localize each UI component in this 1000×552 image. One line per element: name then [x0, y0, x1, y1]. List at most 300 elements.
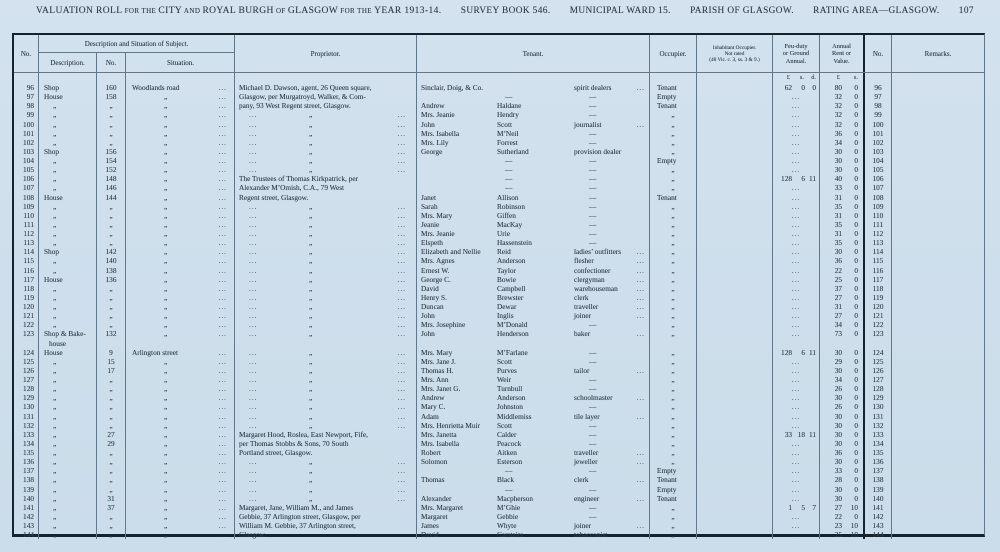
cell-description: „	[39, 503, 97, 512]
cell-inhabitant-occupier	[697, 466, 773, 475]
table-row	[14, 466, 984, 475]
cell-inhabitant-occupier	[697, 247, 773, 256]
cell-row-number-right: 104	[865, 156, 892, 165]
cell-row-number: 144	[14, 530, 39, 539]
cell-occupier: Tenant	[650, 475, 697, 484]
cell-row-number: 108	[14, 193, 39, 202]
cell-inhabitant-occupier	[697, 275, 773, 284]
cell-tenant: Mrs. Jeanie Urie —	[417, 229, 650, 238]
cell-row-number: 110	[14, 211, 39, 220]
cell-annual-rent: 27 10	[820, 503, 865, 512]
cell-occupier: „	[650, 412, 697, 421]
col-header-no-left: No.	[14, 35, 39, 72]
cell-situation: „ ...	[126, 530, 235, 539]
cell-description: „	[39, 129, 97, 138]
cell-annual-rent: 32 0	[820, 120, 865, 129]
cell-occupier: „	[650, 120, 697, 129]
cell-tenant: Alexander Macpherson engineer ...	[417, 494, 650, 503]
cell-proprietor: ... „ ...	[235, 247, 417, 256]
cell-street-number: „	[97, 521, 126, 530]
cell-annual-rent: 26 0	[820, 402, 865, 411]
survey-book-label: SURVEY BOOK 546.	[460, 6, 551, 16]
cell-description: Shop	[39, 83, 97, 92]
cell-situation: „ ...	[126, 202, 235, 211]
cell-remarks	[892, 129, 984, 138]
col-header-remarks: Remarks.	[924, 49, 952, 58]
cell-occupier: „	[650, 202, 697, 211]
cell-proprietor: ... „ ...	[235, 293, 417, 302]
cell-row-number: 123	[14, 329, 39, 347]
cell-inhabitant-occupier	[697, 448, 773, 457]
cell-proprietor: ... „ ...	[235, 384, 417, 393]
cell-tenant: Thomas H. Purves tailor ...	[417, 366, 650, 375]
cell-row-number-right: 105	[865, 165, 892, 174]
cell-tenant: Mrs. Isabella M’Neil —	[417, 129, 650, 138]
cell-situation: „ ...	[126, 138, 235, 147]
col-header-description: Description.	[39, 53, 97, 72]
cell-row-number: 117	[14, 275, 39, 284]
cell-situation: „ ...	[126, 421, 235, 430]
cell-remarks	[892, 329, 984, 347]
cell-tenant: John Inglis joiner ...	[417, 311, 650, 320]
cell-inhabitant-occupier	[697, 475, 773, 484]
cell-situation: „ ...	[126, 256, 235, 265]
cell-remarks	[892, 92, 984, 101]
cell-annual-rent: 30 0	[820, 457, 865, 466]
cell-situation: „ ...	[126, 293, 235, 302]
table-row	[14, 485, 984, 494]
cell-proprietor: ... „ ...	[235, 202, 417, 211]
cell-tenant: — —	[417, 485, 650, 494]
cell-street-number: 17	[97, 366, 126, 375]
cell-situation: „ ...	[126, 521, 235, 530]
cell-annual-rent: 30 0	[820, 147, 865, 156]
table-row	[14, 202, 984, 211]
currency-rent: £ s.	[820, 73, 865, 83]
parish-label: PARISH OF GLASGOW.	[690, 6, 794, 16]
cell-inhabitant-occupier	[697, 229, 773, 238]
cell-feu-duty: ...	[773, 156, 820, 165]
cell-street-number: „	[97, 211, 126, 220]
cell-proprietor: ... „ ...	[235, 266, 417, 275]
table-row	[14, 284, 984, 293]
cell-row-number-right: 138	[865, 475, 892, 484]
cell-annual-rent: 31 0	[820, 302, 865, 311]
cell-inhabitant-occupier	[697, 430, 773, 439]
col-header-occupier: Occupier.	[650, 35, 697, 72]
cell-occupier: Tenant	[650, 101, 697, 110]
cell-remarks	[892, 110, 984, 119]
cell-row-number-right: 110	[865, 211, 892, 220]
cell-annual-rent: 28 0	[820, 475, 865, 484]
cell-row-number: 111	[14, 220, 39, 229]
cell-annual-rent: 34 0	[820, 320, 865, 329]
cell-feu-duty: ...	[773, 457, 820, 466]
cell-street-number: „	[97, 120, 126, 129]
cell-inhabitant-occupier	[697, 138, 773, 147]
cell-proprietor: ... „ ...	[235, 402, 417, 411]
cell-street-number: 15	[97, 357, 126, 366]
cell-tenant: Sarah Robinson —	[417, 202, 650, 211]
cell-annual-rent: 40 0	[820, 174, 865, 183]
table-row	[14, 439, 984, 448]
cell-situation: „ ...	[126, 120, 235, 129]
cell-occupier: „	[650, 211, 697, 220]
cell-row-number-right: 127	[865, 375, 892, 384]
cell-proprietor: ... „ ...	[235, 220, 417, 229]
cell-situation: „ ...	[126, 247, 235, 256]
cell-occupier: „	[650, 402, 697, 411]
cell-occupier: „	[650, 293, 697, 302]
cell-inhabitant-occupier	[697, 220, 773, 229]
cell-proprietor: ... „ ...	[235, 211, 417, 220]
cell-description: House	[39, 348, 97, 357]
cell-occupier: „	[650, 384, 697, 393]
cell-inhabitant-occupier	[697, 311, 773, 320]
cell-remarks	[892, 83, 984, 92]
cell-feu-duty: ...	[773, 229, 820, 238]
cell-tenant: Robert Aitken traveller ...	[417, 448, 650, 457]
cell-inhabitant-occupier	[697, 320, 773, 329]
cell-inhabitant-occupier	[697, 402, 773, 411]
page-title	[36, 6, 974, 20]
cell-row-number: 138	[14, 475, 39, 484]
cell-feu-duty: 62 0 0	[773, 83, 820, 92]
cell-inhabitant-occupier	[697, 530, 773, 539]
table-row	[14, 430, 984, 439]
cell-situation: „ ...	[126, 366, 235, 375]
cell-occupier: „	[650, 238, 697, 247]
cell-remarks	[892, 448, 984, 457]
cell-row-number: 132	[14, 421, 39, 430]
cell-description: „	[39, 320, 97, 329]
table-row	[14, 512, 984, 521]
cell-proprietor: ... „ ...	[235, 393, 417, 402]
cell-situation: „ ...	[126, 503, 235, 512]
cell-row-number: 106	[14, 174, 39, 183]
cell-annual-rent: 32 0	[820, 110, 865, 119]
table-row	[14, 211, 984, 220]
cell-inhabitant-occupier	[697, 165, 773, 174]
cell-row-number-right: 128	[865, 384, 892, 393]
cell-remarks	[892, 421, 984, 430]
cell-remarks	[892, 485, 984, 494]
cell-occupier: Tenant	[650, 83, 697, 92]
cell-remarks	[892, 375, 984, 384]
cell-inhabitant-occupier	[697, 457, 773, 466]
cell-inhabitant-occupier	[697, 83, 773, 92]
cell-street-number: „	[97, 311, 126, 320]
table-rows	[14, 83, 984, 539]
cell-inhabitant-occupier	[697, 439, 773, 448]
cell-situation: „ ...	[126, 147, 235, 156]
cell-feu-duty: ...	[773, 448, 820, 457]
cell-situation: „ ...	[126, 165, 235, 174]
cell-situation: „ ...	[126, 512, 235, 521]
cell-remarks	[892, 156, 984, 165]
cell-remarks	[892, 348, 984, 357]
cell-street-number: „	[97, 475, 126, 484]
cell-inhabitant-occupier	[697, 183, 773, 192]
cell-tenant: David Carstairs tobacconist ...	[417, 530, 650, 539]
cell-row-number: 115	[14, 256, 39, 265]
cell-inhabitant-occupier	[697, 120, 773, 129]
cell-remarks	[892, 475, 984, 484]
table-row	[14, 220, 984, 229]
cell-inhabitant-occupier	[697, 92, 773, 101]
cell-remarks	[892, 174, 984, 183]
cell-feu-duty: ...	[773, 329, 820, 347]
cell-feu-duty: ...	[773, 293, 820, 302]
cell-annual-rent: 35 0	[820, 220, 865, 229]
cell-description: „	[39, 211, 97, 220]
cell-street-number: „	[97, 512, 126, 521]
table-row	[14, 256, 984, 265]
col-header-proprietor: Proprietor.	[235, 35, 417, 72]
cell-row-number: 105	[14, 165, 39, 174]
cell-annual-rent: 73 0	[820, 329, 865, 347]
cell-proprietor: ... „ ...	[235, 275, 417, 284]
cell-tenant: Mrs. Agnes Anderson flesher ...	[417, 256, 650, 265]
col-header-desc-group: Description and Situation of Subject.	[39, 35, 234, 53]
cell-proprietor: ... „ ...	[235, 375, 417, 384]
cell-annual-rent: 31 0	[820, 211, 865, 220]
cell-proprietor: ... „ ...	[235, 412, 417, 421]
cell-inhabitant-occupier	[697, 101, 773, 110]
cell-annual-rent: 30 0	[820, 421, 865, 430]
cell-proprietor: ... „ ...	[235, 110, 417, 119]
cell-description: „	[39, 266, 97, 275]
cell-row-number: 118	[14, 284, 39, 293]
cell-remarks	[892, 311, 984, 320]
cell-street-number: 29	[97, 439, 126, 448]
cell-row-number: 133	[14, 430, 39, 439]
cell-row-number: 98	[14, 101, 39, 110]
cell-inhabitant-occupier	[697, 348, 773, 357]
cell-row-number: 116	[14, 266, 39, 275]
cell-proprietor: ... „ ...	[235, 147, 417, 156]
cell-tenant: George Sutherland provision dealer	[417, 147, 650, 156]
col-header-feu-duty: Feu-duty or Ground Annual.	[773, 35, 820, 72]
cell-situation: Arlington street ...	[126, 348, 235, 357]
cell-tenant: George C. Bowie clergyman ...	[417, 275, 650, 284]
cell-description: „	[39, 238, 97, 247]
cell-row-number-right: 129	[865, 393, 892, 402]
cell-situation: „ ...	[126, 275, 235, 284]
table-row	[14, 302, 984, 311]
cell-proprietor: ... „ ...	[235, 475, 417, 484]
cell-street-number: „	[97, 220, 126, 229]
cell-tenant: — —	[417, 165, 650, 174]
cell-annual-rent: 30 0	[820, 348, 865, 357]
cell-situation: „ ...	[126, 439, 235, 448]
cell-description: „	[39, 521, 97, 530]
cell-annual-rent: 35 0	[820, 202, 865, 211]
cell-description: „	[39, 256, 97, 265]
cell-occupier: „	[650, 129, 697, 138]
cell-street-number: „	[97, 302, 126, 311]
cell-occupier: „	[650, 329, 697, 347]
currency-subheader	[14, 73, 984, 83]
cell-street-number: „	[97, 421, 126, 430]
cell-situation: „ ...	[126, 375, 235, 384]
cell-feu-duty: ...	[773, 284, 820, 293]
cell-tenant: Mrs. Isabella Peacock —	[417, 439, 650, 448]
cell-description: „	[39, 402, 97, 411]
cell-proprietor: ... „ ...	[235, 138, 417, 147]
cell-annual-rent: 34 0	[820, 138, 865, 147]
roll-title: VALUATION ROLL FOR THE CITY AND ROYAL BURGH OF GLASGOW FOR THE YEAR 1913-14.	[36, 6, 442, 16]
cell-feu-duty: ...	[773, 247, 820, 256]
cell-row-number: 97	[14, 92, 39, 101]
cell-feu-duty: ...	[773, 412, 820, 421]
cell-street-number: 142	[97, 247, 126, 256]
cell-occupier: „	[650, 110, 697, 119]
cell-tenant: Mrs. Ann Weir —	[417, 375, 650, 384]
cell-tenant: Mrs. Lily Forrest —	[417, 138, 650, 147]
cell-description: House	[39, 92, 97, 101]
cell-feu-duty: ...	[773, 512, 820, 521]
cell-feu-duty: ...	[773, 138, 820, 147]
cell-feu-duty: ...	[773, 238, 820, 247]
cell-remarks	[892, 266, 984, 275]
cell-proprietor: ... „ ...	[235, 165, 417, 174]
cell-description: House	[39, 275, 97, 284]
cell-inhabitant-occupier	[697, 521, 773, 530]
cell-row-number-right: 135	[865, 448, 892, 457]
table-row	[14, 193, 984, 202]
cell-row-number: 96	[14, 83, 39, 92]
cell-remarks	[892, 494, 984, 503]
cell-proprietor: pany, 93 West Regent street, Glasgow.	[235, 101, 417, 110]
cell-remarks	[892, 183, 984, 192]
cell-remarks	[892, 229, 984, 238]
cell-tenant: Jeanie MacKay —	[417, 220, 650, 229]
cell-situation: „ ...	[126, 430, 235, 439]
cell-tenant: Mrs. Henrietta Muir Scott —	[417, 421, 650, 430]
cell-proprietor: ... „ ...	[235, 256, 417, 265]
cell-tenant: Mary C. Johnston —	[417, 402, 650, 411]
cell-feu-duty: ...	[773, 165, 820, 174]
cell-annual-rent: 33 0	[820, 466, 865, 475]
cell-row-number: 137	[14, 466, 39, 475]
cell-description: „	[39, 202, 97, 211]
cell-row-number-right: 119	[865, 293, 892, 302]
cell-tenant: Mrs. Mary M’Farlane —	[417, 348, 650, 357]
cell-tenant: Duncan Dewar traveller ...	[417, 302, 650, 311]
cell-annual-rent: 25 10	[820, 530, 865, 539]
cell-situation: „ ...	[126, 110, 235, 119]
cell-annual-rent: 30 0	[820, 393, 865, 402]
cell-description: „	[39, 512, 97, 521]
cell-annual-rent: 80 0	[820, 83, 865, 92]
cell-inhabitant-occupier	[697, 375, 773, 384]
cell-annual-rent: 36 0	[820, 129, 865, 138]
cell-description: „	[39, 375, 97, 384]
cell-row-number: 127	[14, 375, 39, 384]
cell-situation: „ ...	[126, 92, 235, 101]
cell-street-number: „	[97, 138, 126, 147]
cell-situation: „ ...	[126, 393, 235, 402]
cell-occupier: „	[650, 229, 697, 238]
cell-situation: „ ...	[126, 485, 235, 494]
cell-proprietor: ... „ ...	[235, 120, 417, 129]
cell-row-number-right: 109	[865, 202, 892, 211]
cell-occupier: „	[650, 220, 697, 229]
cell-feu-duty: 1 5 7	[773, 503, 820, 512]
cell-row-number: 99	[14, 110, 39, 119]
cell-row-number-right: 106	[865, 174, 892, 183]
cell-occupier: Empty	[650, 92, 697, 101]
cell-row-number-right: 102	[865, 138, 892, 147]
cell-row-number-right: 111	[865, 220, 892, 229]
cell-feu-duty: ...	[773, 256, 820, 265]
cell-street-number: 9	[97, 348, 126, 357]
cell-street-number: „	[97, 129, 126, 138]
cell-annual-rent: 27 0	[820, 293, 865, 302]
cell-occupier: Empty	[650, 466, 697, 475]
table-row	[14, 266, 984, 275]
cell-occupier: „	[650, 165, 697, 174]
cell-row-number-right: 134	[865, 439, 892, 448]
cell-row-number: 124	[14, 348, 39, 357]
cell-row-number-right: 136	[865, 457, 892, 466]
cell-description: „	[39, 412, 97, 421]
cell-street-number: „	[97, 320, 126, 329]
cell-row-number-right: 143	[865, 521, 892, 530]
cell-description: „	[39, 174, 97, 183]
cell-occupier: Tenant	[650, 193, 697, 202]
table-row	[14, 521, 984, 530]
cell-annual-rent: 29 0	[820, 357, 865, 366]
cell-row-number-right: 100	[865, 120, 892, 129]
cell-row-number-right: 144	[865, 530, 892, 539]
cell-situation: „ ...	[126, 412, 235, 421]
cell-proprietor: Margaret Hood, Roslea, East Newport, Fife,	[235, 430, 417, 439]
cell-inhabitant-occupier	[697, 412, 773, 421]
cell-street-number: 152	[97, 165, 126, 174]
cell-row-number: 134	[14, 439, 39, 448]
cell-street-number: „	[97, 229, 126, 238]
cell-remarks	[892, 120, 984, 129]
cell-remarks	[892, 384, 984, 393]
cell-row-number: 119	[14, 293, 39, 302]
cell-row-number-right: 108	[865, 193, 892, 202]
cell-tenant: Ernest W. Taylor confectioner ...	[417, 266, 650, 275]
cell-row-number: 128	[14, 384, 39, 393]
cell-tenant: Mrs. Josephine M’Donald —	[417, 320, 650, 329]
cell-situation: „ ...	[126, 320, 235, 329]
cell-street-number: „	[97, 238, 126, 247]
cell-row-number: 120	[14, 302, 39, 311]
cell-remarks	[892, 275, 984, 284]
cell-annual-rent: 34 0	[820, 375, 865, 384]
table-row	[14, 357, 984, 366]
cell-description: „	[39, 466, 97, 475]
table-row	[14, 183, 984, 192]
cell-feu-duty: ...	[773, 202, 820, 211]
table-row	[14, 348, 984, 357]
cell-proprietor: ... „ ...	[235, 129, 417, 138]
cell-row-number: 139	[14, 485, 39, 494]
cell-street-number: 138	[97, 266, 126, 275]
cell-street-number: „	[97, 284, 126, 293]
cell-remarks	[892, 247, 984, 256]
table-row	[14, 156, 984, 165]
cell-street-number: „	[97, 110, 126, 119]
cell-tenant: Henry S. Brewster clerk ...	[417, 293, 650, 302]
col-header-street-no: No.	[97, 53, 126, 72]
